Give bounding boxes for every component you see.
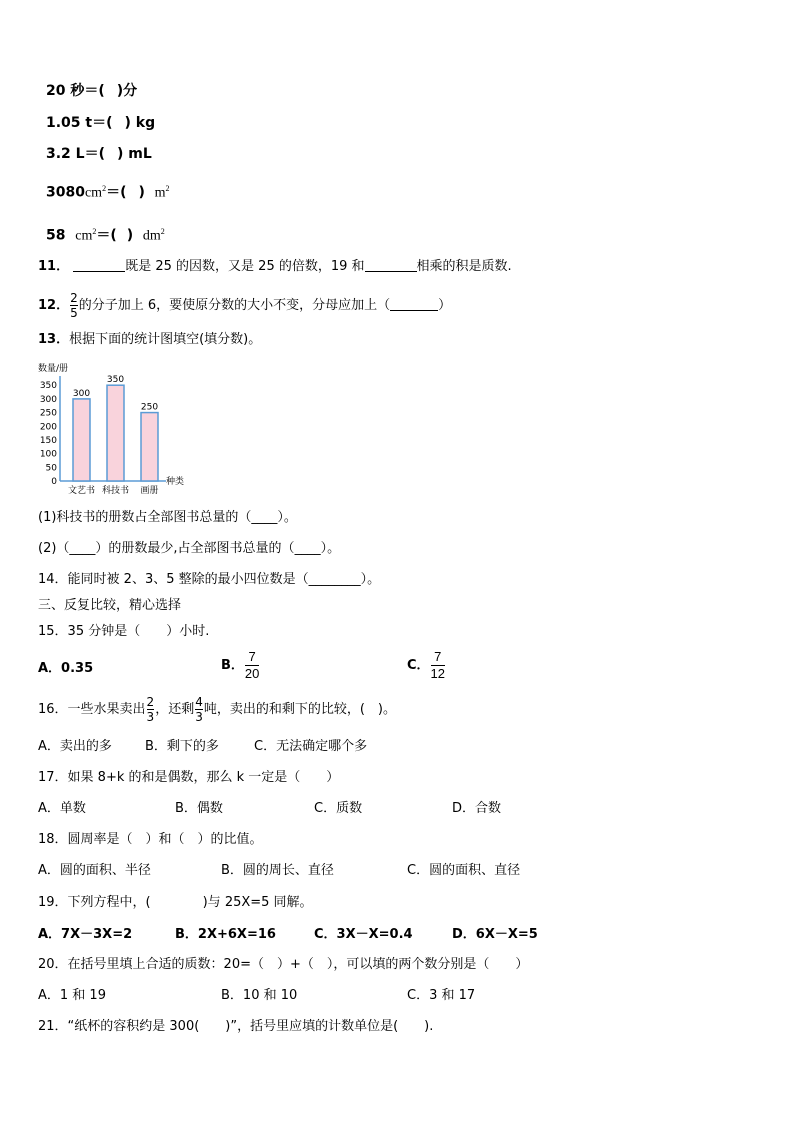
question-19: 19．下列方程中，( )与 25X=5 同解。 — [38, 895, 313, 910]
y-tick-label: 200 — [39, 422, 57, 433]
bar — [73, 399, 90, 481]
option-b[interactable]: B．剩下的多 — [145, 739, 219, 754]
option-c[interactable]: C．3X－X=0.4 — [314, 927, 413, 942]
data-label: 350 — [106, 375, 125, 386]
question-13-2: (2)（____）的册数最少,占全部图书总量的（____）。 — [38, 541, 341, 556]
option-a[interactable]: A．0.35 — [38, 661, 94, 676]
question-13-1: (1)科技书的册数占全部图书总量的（____）。 — [38, 510, 297, 525]
y-axis-label: 数量/册 — [38, 364, 69, 374]
y-tick-label: 300 — [39, 394, 57, 405]
question-13: 13．根据下面的统计图填空(填分数)。 — [38, 332, 262, 347]
question-21: 21．“纸杯的容积约是 300( )”，括号里应填的计数单位是( ). — [38, 1019, 434, 1034]
question-17: 17．如果 8+k 的和是偶数，那么 k 一定是（ ） — [38, 770, 340, 785]
bar-chart — [36, 360, 206, 500]
answer-blank[interactable] — [390, 297, 438, 311]
option-c[interactable]: C．圆的面积、直径 — [407, 863, 521, 878]
x-tick-label: 科技书 — [101, 486, 130, 496]
bar — [107, 385, 124, 481]
answer-blank[interactable] — [365, 258, 417, 272]
fraction: $\frac{2}{5}$ — [70, 291, 78, 320]
option-b[interactable]: B．偶数 — [175, 801, 223, 816]
conversion-line-2: 1.05 t＝( ) kg — [46, 115, 156, 131]
y-tick-label: 150 — [39, 435, 57, 446]
x-tick-label: 文艺书 — [67, 486, 96, 496]
bar — [141, 413, 158, 481]
fraction: $\frac{2}{3}$ — [146, 695, 155, 724]
question-16: 16．一些水果卖出 $\frac{2}{3}$ ，还剩 $\frac{4}{3}$ 吨，卖出的和剩下的比较，( )。 — [38, 695, 396, 724]
option-d[interactable]: D．合数 — [452, 801, 502, 816]
option-a[interactable]: A．1 和 19 — [38, 988, 106, 1003]
option-b[interactable]: B．2X+6X=16 — [175, 927, 276, 942]
option-c[interactable]: C．无法确定哪个多 — [254, 739, 368, 754]
question-12: 12． $\frac{2}{5}$ 的分子加上 6，要使原分数的大小不变，分母应加上（ ） — [38, 291, 452, 320]
section-heading: 三、反复比较，精心选择 — [38, 598, 182, 613]
option-a[interactable]: A．7X－3X=2 — [38, 927, 133, 942]
option-a[interactable]: A．圆的面积、半径 — [38, 863, 151, 878]
option-c[interactable]: C． $\frac{7}{12}$ — [407, 649, 446, 681]
answer-blank[interactable] — [73, 258, 125, 272]
option-c[interactable]: C．质数 — [314, 801, 363, 816]
y-tick-label: 350 — [39, 381, 57, 392]
y-tick-label: 250 — [39, 408, 57, 419]
option-b[interactable]: B．圆的周长、直径 — [221, 863, 334, 878]
option-b[interactable]: B． $\frac{7}{20}$ — [221, 649, 260, 681]
x-tick-label: 画册 — [140, 486, 159, 496]
question-18: 18．圆周率是（ ）和（ ）的比值。 — [38, 832, 263, 847]
data-label: 300 — [72, 388, 91, 399]
conversion-line-3: 3.2 L＝( ) mL — [46, 146, 152, 162]
question-11: 11． 既是 25 的因数，又是 25 的倍数，19 和 相乘的积是质数. — [38, 259, 512, 274]
option-d[interactable]: D．6X－X=5 — [452, 927, 538, 942]
option-b[interactable]: B．10 和 10 — [221, 988, 298, 1003]
question-20: 20．在括号里填上合适的质数：20=（ ）+（ ），可以填的两个数分别是（ ） — [38, 957, 529, 972]
question-14: 14．能同时被 2、3、5 整除的最小四位数是（________）。 — [38, 572, 381, 587]
conversion-line-5: 58 $cm^2=$( ) $dm^2$ — [46, 227, 165, 244]
option-a[interactable]: A．单数 — [38, 801, 86, 816]
conversion-line-1: 20 秒＝( )分 — [46, 83, 138, 99]
fraction: $\frac{7}{12}$ — [430, 649, 446, 681]
fraction: $\frac{4}{3}$ — [195, 695, 203, 724]
conversion-line-4: $3080cm^2=$( ) $m^2$ — [46, 184, 170, 201]
y-tick-label: 50 — [45, 463, 57, 474]
question-15: 15．35 分钟是（ ）小时. — [38, 624, 210, 639]
fraction: $\frac{7}{20}$ — [244, 649, 260, 681]
y-tick-label: 0 — [51, 477, 57, 487]
x-axis-label: 种类 — [166, 477, 185, 487]
option-a[interactable]: A．卖出的多 — [38, 739, 112, 754]
y-tick-label: 100 — [39, 449, 57, 460]
data-label: 250 — [140, 402, 159, 413]
option-c[interactable]: C．3 和 17 — [407, 988, 476, 1003]
